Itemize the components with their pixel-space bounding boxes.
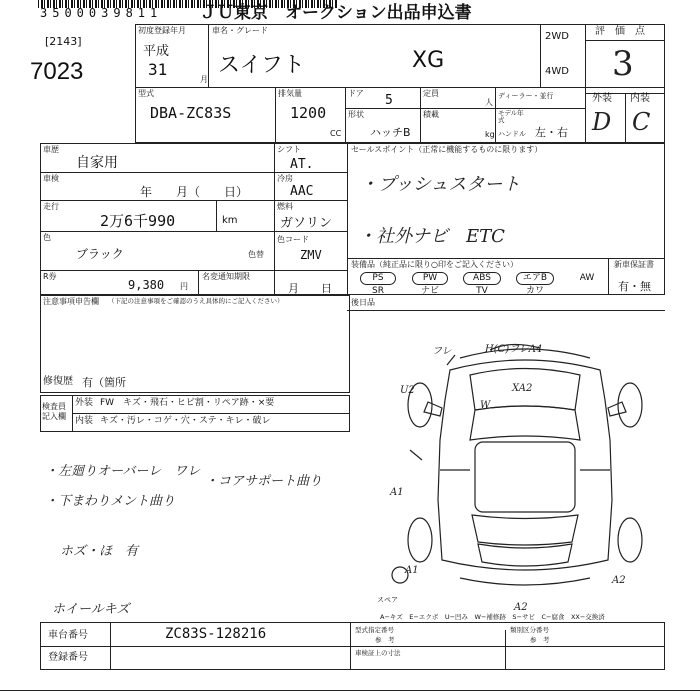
note-3: ・下まわりメント曲り [45, 494, 176, 509]
note-2: ・コアサポート曲り [205, 474, 323, 489]
rating-label: 評 価 点 [595, 26, 645, 37]
color-code: ZMV [300, 248, 322, 262]
equip-sr: SR [372, 286, 384, 296]
shift-label: シフト [277, 145, 301, 154]
interior-grade: C [632, 108, 651, 136]
chassis-number: ZC83S-128216 [165, 626, 267, 642]
sales-point-2: ・社外ナビ ETC [358, 226, 505, 247]
repair-history-label: 修復歴 [43, 376, 73, 387]
ownership-label: 名変通知期限 [202, 272, 250, 281]
diagram-mark-a1-upper: A1 [390, 487, 404, 498]
displacement-label: 排気量 [278, 89, 302, 98]
mileage: 2万6千990 [100, 212, 176, 230]
inspector-exterior-items: FW キズ・飛石・ヒビ割・リペア跡・×要 [100, 398, 275, 408]
shift: AT. [290, 157, 314, 172]
diagram-top-note: H(C)フレA4 [485, 344, 543, 355]
handle-options: 左・右 [535, 126, 568, 139]
note-5: ホイールキズ [52, 602, 130, 617]
shape: ハッチB [370, 126, 411, 139]
equip-ps: PS [360, 272, 396, 285]
shape-label: 形状 [348, 110, 364, 119]
inspector-exterior-label: 外装 [75, 398, 94, 408]
sales-point-1: ・プッシュスタート [360, 174, 521, 195]
equip-navi: ナビ [420, 286, 439, 296]
notes-header: 注意事項申告欄 [43, 297, 99, 306]
month-unit: 月 [200, 75, 208, 84]
car-grade-label: 車名・グレード [212, 26, 268, 35]
inspector-interior-label: 内装 [75, 416, 94, 426]
note-4: ホズ・ほ 有 [60, 544, 139, 559]
notes-sub: （下記の注意事項をご確認のうえ具体的にご記入ください） [108, 297, 284, 305]
4wd-label: 4WD [545, 66, 569, 77]
color-label: 色 [43, 233, 51, 242]
usage-label: 車歴 [43, 145, 59, 154]
size-note: 車検証上の寸法 [355, 649, 401, 657]
diagram-mark-xa2: XA2 [512, 383, 533, 394]
ref-label-2: 参 考 [530, 636, 550, 644]
inspection: 年 月（ 日） [140, 185, 249, 199]
model-label: 型式 [138, 89, 154, 98]
doors: 5 [385, 93, 393, 108]
model-code: DBA-ZC83S [150, 104, 232, 122]
capacity-label: 定員 [423, 89, 439, 98]
displacement: 1200 [290, 104, 327, 122]
equip-leather: カワ [525, 286, 544, 296]
inspection-label: 車検 [43, 174, 59, 183]
color-change-label: 色替 [248, 250, 264, 259]
equip-pw: PW [412, 272, 448, 285]
color: ブラック [76, 247, 124, 261]
car-diagram [380, 330, 670, 610]
sales-point-label: セールスポイント（正常に機能するものに限ります） [351, 145, 543, 154]
barcode-number: 3500039811 [40, 6, 163, 20]
chassis-label: 車台番号 [48, 630, 88, 641]
exterior-label: 外装 [592, 93, 612, 104]
recycle-label: R券 [43, 272, 57, 281]
handle-label: ハンドル [498, 130, 526, 138]
kg-label: kg [485, 130, 495, 139]
ref-label-1: 参 考 [375, 636, 395, 644]
spare-label: スペア [377, 596, 398, 604]
inspector-interior-items: キズ・汚レ・コゲ・穴・ステ・キレ・破レ [100, 416, 271, 426]
equip-abs: ABS [463, 272, 501, 285]
era: 平成 [143, 44, 170, 59]
ac-label: 冷房 [277, 174, 293, 183]
color-code-label: 色コード [277, 235, 309, 244]
load-label: 積載 [423, 110, 439, 119]
first-reg-label: 初度登録年月 [138, 26, 186, 35]
car-grade: XG [412, 48, 445, 73]
new-manual: 有・無 [618, 280, 651, 293]
rating-score: 3 [612, 44, 634, 84]
rear-seat-label: 後日品 [351, 298, 375, 307]
ac: AAC [290, 184, 314, 199]
damage-legend: A−キズ E−エクボ U−凹み W−補修跡 S−サビ C−腐食 XX−交換済 [380, 613, 605, 621]
diagram-mark-w: W [480, 400, 491, 411]
registration-label: 登録番号 [48, 652, 88, 663]
cc-label: CC [330, 129, 342, 138]
car-name: スイフト [218, 53, 305, 78]
recycle-fee: 9,380 [128, 278, 165, 292]
new-manual-label: 新車保証書 [614, 260, 654, 269]
exterior-grade: D [592, 108, 612, 136]
model-year-label: モデル年式 [498, 109, 524, 124]
doors-label: ドア [348, 89, 364, 98]
reg-section-label: 型式指定番号 [355, 626, 394, 634]
equip-aw: AW [579, 273, 595, 283]
diagram-mark-u2: U2 [400, 385, 415, 396]
lot-number: 7023 [30, 58, 84, 85]
interior-label: 内装 [630, 93, 650, 104]
entry-id: [2143] [45, 35, 82, 48]
person-label: 人 [485, 98, 493, 107]
diagram-mark-a2-bottom: A2 [514, 602, 528, 613]
diagram-mark-a2-right: A2 [612, 575, 626, 586]
equip-tv: TV [476, 286, 488, 296]
mileage-label: 走行 [43, 202, 59, 211]
note-1: ・左廻りオーバーレ ワレ [45, 464, 201, 479]
cat-section-label: 類別区分番号 [510, 626, 549, 634]
2wd-label: 2WD [545, 31, 569, 42]
inspector-label: 検査員 記入欄 [42, 402, 66, 421]
km-label: km [222, 215, 238, 226]
fuel-label: 燃料 [277, 202, 293, 211]
form-title: ＪＵ東京 オークション出品申込書 [200, 3, 472, 23]
ownership-deadline: 月 日 [288, 282, 332, 295]
equipment-label: 装備品（純正品に限り○印をご記入ください） [351, 260, 518, 269]
yen-label: 円 [180, 282, 188, 291]
equip-airbag: エアB [516, 272, 554, 285]
usage: 自家用 [76, 155, 118, 171]
dealer-label: ディーラー・並行 [498, 92, 554, 100]
fuel: ガソリン [280, 216, 333, 231]
diagram-left-top-mark: フレ [432, 346, 452, 357]
diagram-mark-a1-lower: A1 [405, 565, 419, 576]
repair-history-value: 有（箇所 [82, 376, 126, 389]
reg-year: 31 [148, 60, 168, 79]
